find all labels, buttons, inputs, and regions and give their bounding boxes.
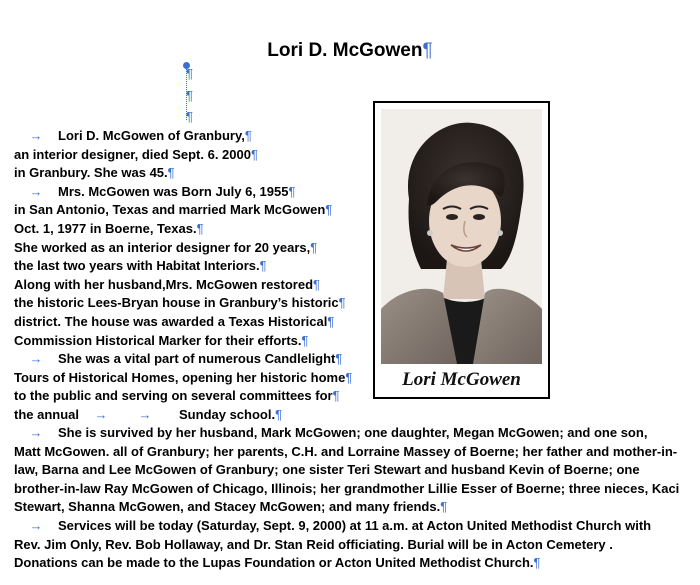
text-line xyxy=(14,443,686,461)
empty-paragraph-mark: ¶ xyxy=(186,66,193,81)
line-text: Oct. 1, 1977 in Boerne, Texas. xyxy=(14,221,197,236)
line-text: an interior designer, died Sept. 6. 2000 xyxy=(14,146,251,162)
pilcrow-mark: ¶ xyxy=(325,202,333,218)
line-text: Along with her husband,Mrs. McGowen restored xyxy=(14,276,314,292)
pilcrow-mark: ¶ xyxy=(327,314,335,329)
line-text: Stewart, Shanna McGowen, and Stacey McGowen; and many friends. xyxy=(14,499,441,515)
text-line xyxy=(14,239,317,257)
pilcrow-mark: ¶ xyxy=(301,332,309,348)
text-line xyxy=(14,536,686,554)
line-text: Rev. Jim Only, Rev. Bob Hollaway, and Dr. Stan Reid officiating. Burial will be in Acton Cemetery . xyxy=(14,536,613,552)
line-text: district. The house was awarded a Texas Historical xyxy=(14,314,328,329)
pilcrow-mark: ¶ xyxy=(196,221,204,236)
text-line xyxy=(14,294,346,312)
tab-arrow-icon: → xyxy=(29,425,43,440)
text-line xyxy=(14,127,252,145)
text-line xyxy=(14,146,258,164)
text-line xyxy=(14,369,352,387)
text-line xyxy=(14,517,686,535)
pilcrow-mark: ¶ xyxy=(250,146,258,162)
text-line xyxy=(14,424,686,442)
pilcrow-mark: ¶ xyxy=(259,258,267,274)
text-line xyxy=(14,220,204,238)
line-text: Commission Historical Marker for their efforts. xyxy=(14,332,302,348)
pilcrow-mark: ¶ xyxy=(310,239,318,255)
text-line xyxy=(14,201,332,219)
line-text: Mrs. McGowen was Born July 6, 1955 xyxy=(58,183,289,199)
text-line xyxy=(14,276,320,294)
portrait-photo xyxy=(381,109,542,364)
text-line xyxy=(14,350,342,368)
text-line xyxy=(14,257,267,275)
text-line xyxy=(14,498,686,516)
pilcrow-mark: ¶ xyxy=(288,183,296,199)
tab-arrow-icon: → xyxy=(29,183,43,199)
pilcrow-mark: ¶ xyxy=(313,276,321,292)
line-text: in San Antonio, Texas and married Mark McGowen xyxy=(14,202,326,218)
tab-arrow-icon: → xyxy=(29,351,43,367)
tab-arrow-icon: → xyxy=(29,518,43,533)
empty-paragraph-mark: ¶ xyxy=(186,109,193,124)
text-line xyxy=(14,183,295,201)
line-text: She was a vital part of numerous Candlelight xyxy=(58,351,336,367)
line-text: She is survived by her husband, Mark McGowen; one daughter, Megan McGowen; and one son, xyxy=(58,425,648,440)
line-text: in Granbury. She was 45. xyxy=(14,165,168,181)
pilcrow-mark: ¶ xyxy=(422,40,433,61)
text-line xyxy=(14,164,175,182)
line-text: brother-in-law Ray McGowen of Chicago, Illinois; her grandmother Lillie Esser of Boerne; three nieces, Kaci xyxy=(14,480,680,496)
line-text: the historic Lees-Bryan house in Granbury’s historic xyxy=(14,295,339,311)
line-text: Lori D. McGowen of Granbury, xyxy=(58,128,245,143)
text-line xyxy=(14,480,686,498)
line-text: Matt McGowen. all of Granbury; her parents, C.H. and Lorraine Massey of Boerne; her father and mother-in- xyxy=(14,443,678,459)
tab-arrow-icon: → xyxy=(29,128,43,143)
pilcrow-mark: ¶ xyxy=(275,407,283,422)
pilcrow-mark: ¶ xyxy=(335,351,343,367)
pilcrow-mark: ¶ xyxy=(167,165,175,181)
pilcrow-mark: ¶ xyxy=(244,128,252,143)
line-text: law, Barna and Lee McGowen of Granbury; one sister Teri Stewart and husband Kevin of Boerne; one xyxy=(14,462,640,478)
pilcrow-mark: ¶ xyxy=(440,499,448,515)
line-text: the last two years with Habitat Interiors. xyxy=(14,258,260,274)
text-line xyxy=(14,313,334,331)
line-text: She worked as an interior designer for 20 years, xyxy=(14,239,311,255)
pilcrow-mark: ¶ xyxy=(533,555,541,571)
text-line xyxy=(14,387,340,405)
page-title: Lori D. McGowen¶ xyxy=(267,40,433,61)
portrait-image xyxy=(381,109,542,364)
line-text: Services will be today (Saturday, Sept. 9, 2000) at 11 a.m. at Acton United Methodist Church with xyxy=(58,518,652,533)
line-text: Donations can be made to the Lupas Foundation or Acton United Methodist Church. xyxy=(14,555,534,571)
pilcrow-mark: ¶ xyxy=(345,369,353,385)
text-line xyxy=(14,554,686,572)
tab-arrow-icon: → xyxy=(138,407,152,422)
line-text: the annual xyxy=(14,407,80,422)
text-line xyxy=(14,406,282,424)
text-line xyxy=(14,332,309,350)
pilcrow-mark: ¶ xyxy=(332,388,340,404)
empty-paragraph-mark: ¶ xyxy=(186,88,193,103)
pilcrow-mark: ¶ xyxy=(338,295,346,311)
photo-caption: Lori McGowen xyxy=(402,369,521,390)
tab-arrow-icon: → xyxy=(94,407,108,422)
line-tail-text: Sunday school. xyxy=(179,407,276,422)
line-text: to the public and serving on several committees for xyxy=(14,388,333,404)
line-text: Tours of Historical Homes, opening her historic home xyxy=(14,369,346,385)
text-line xyxy=(14,461,686,479)
portrait-photo-frame xyxy=(373,101,550,399)
